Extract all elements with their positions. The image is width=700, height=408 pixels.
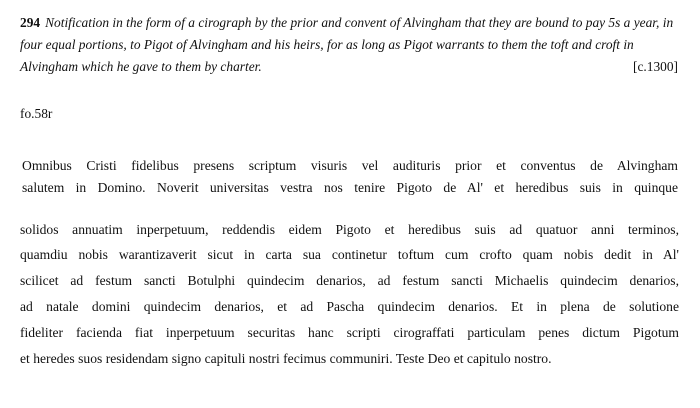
folio-reference: fo.58r	[20, 106, 53, 121]
document-header	[20, 12, 680, 78]
text-line: Omnibus Cristi fidelibus presens scriptum visuris vel audituris prior et conventus de Alvingham	[22, 158, 678, 173]
entry-date: [c.1300]	[633, 59, 678, 74]
text-line: ad natale domini quindecim denarios, et ad Pascha quindecim denarios. Et in plena de solutione	[20, 299, 679, 314]
text-line: et heredes suos residendam signo capituli nostri fecimus communiri. Teste Deo et capitulo nostro.	[20, 351, 552, 366]
text-line: scilicet ad festum sancti Botulphi quindecim denarios, ad festum sancti Michaelis quindecim denarios,	[20, 273, 679, 288]
entry-number: 294	[20, 15, 41, 30]
text-line: quamdiu nobis warantizaverit sicut in carta sua continetur toftum cum crofto quam nobis dedit in Al'	[20, 247, 679, 262]
text-line: salutem in Domino. Noverit universitas vestra nos tenire Pigoto de Al' et heredibus suis in quinque	[22, 180, 678, 195]
entry-summary: Notification in the form of a cirograph by the prior and convent of Alvingham that they are bound to pay 5s a year, in four equal portions, to Pigot of Alvingham and his heirs, for as long as Pigot warrants to them the toft and croft in Alvingham which he gave to them by charter.	[20, 15, 674, 74]
text-line: fideliter facienda fiat inperpetuum securitas hanc scripti cirograffati particulam penes dictum Pigotum	[20, 325, 679, 340]
text-line: solidos annuatim inperpetuum, reddendis eidem Pigoto et heredibus suis ad quatuor anni terminos,	[20, 222, 679, 237]
